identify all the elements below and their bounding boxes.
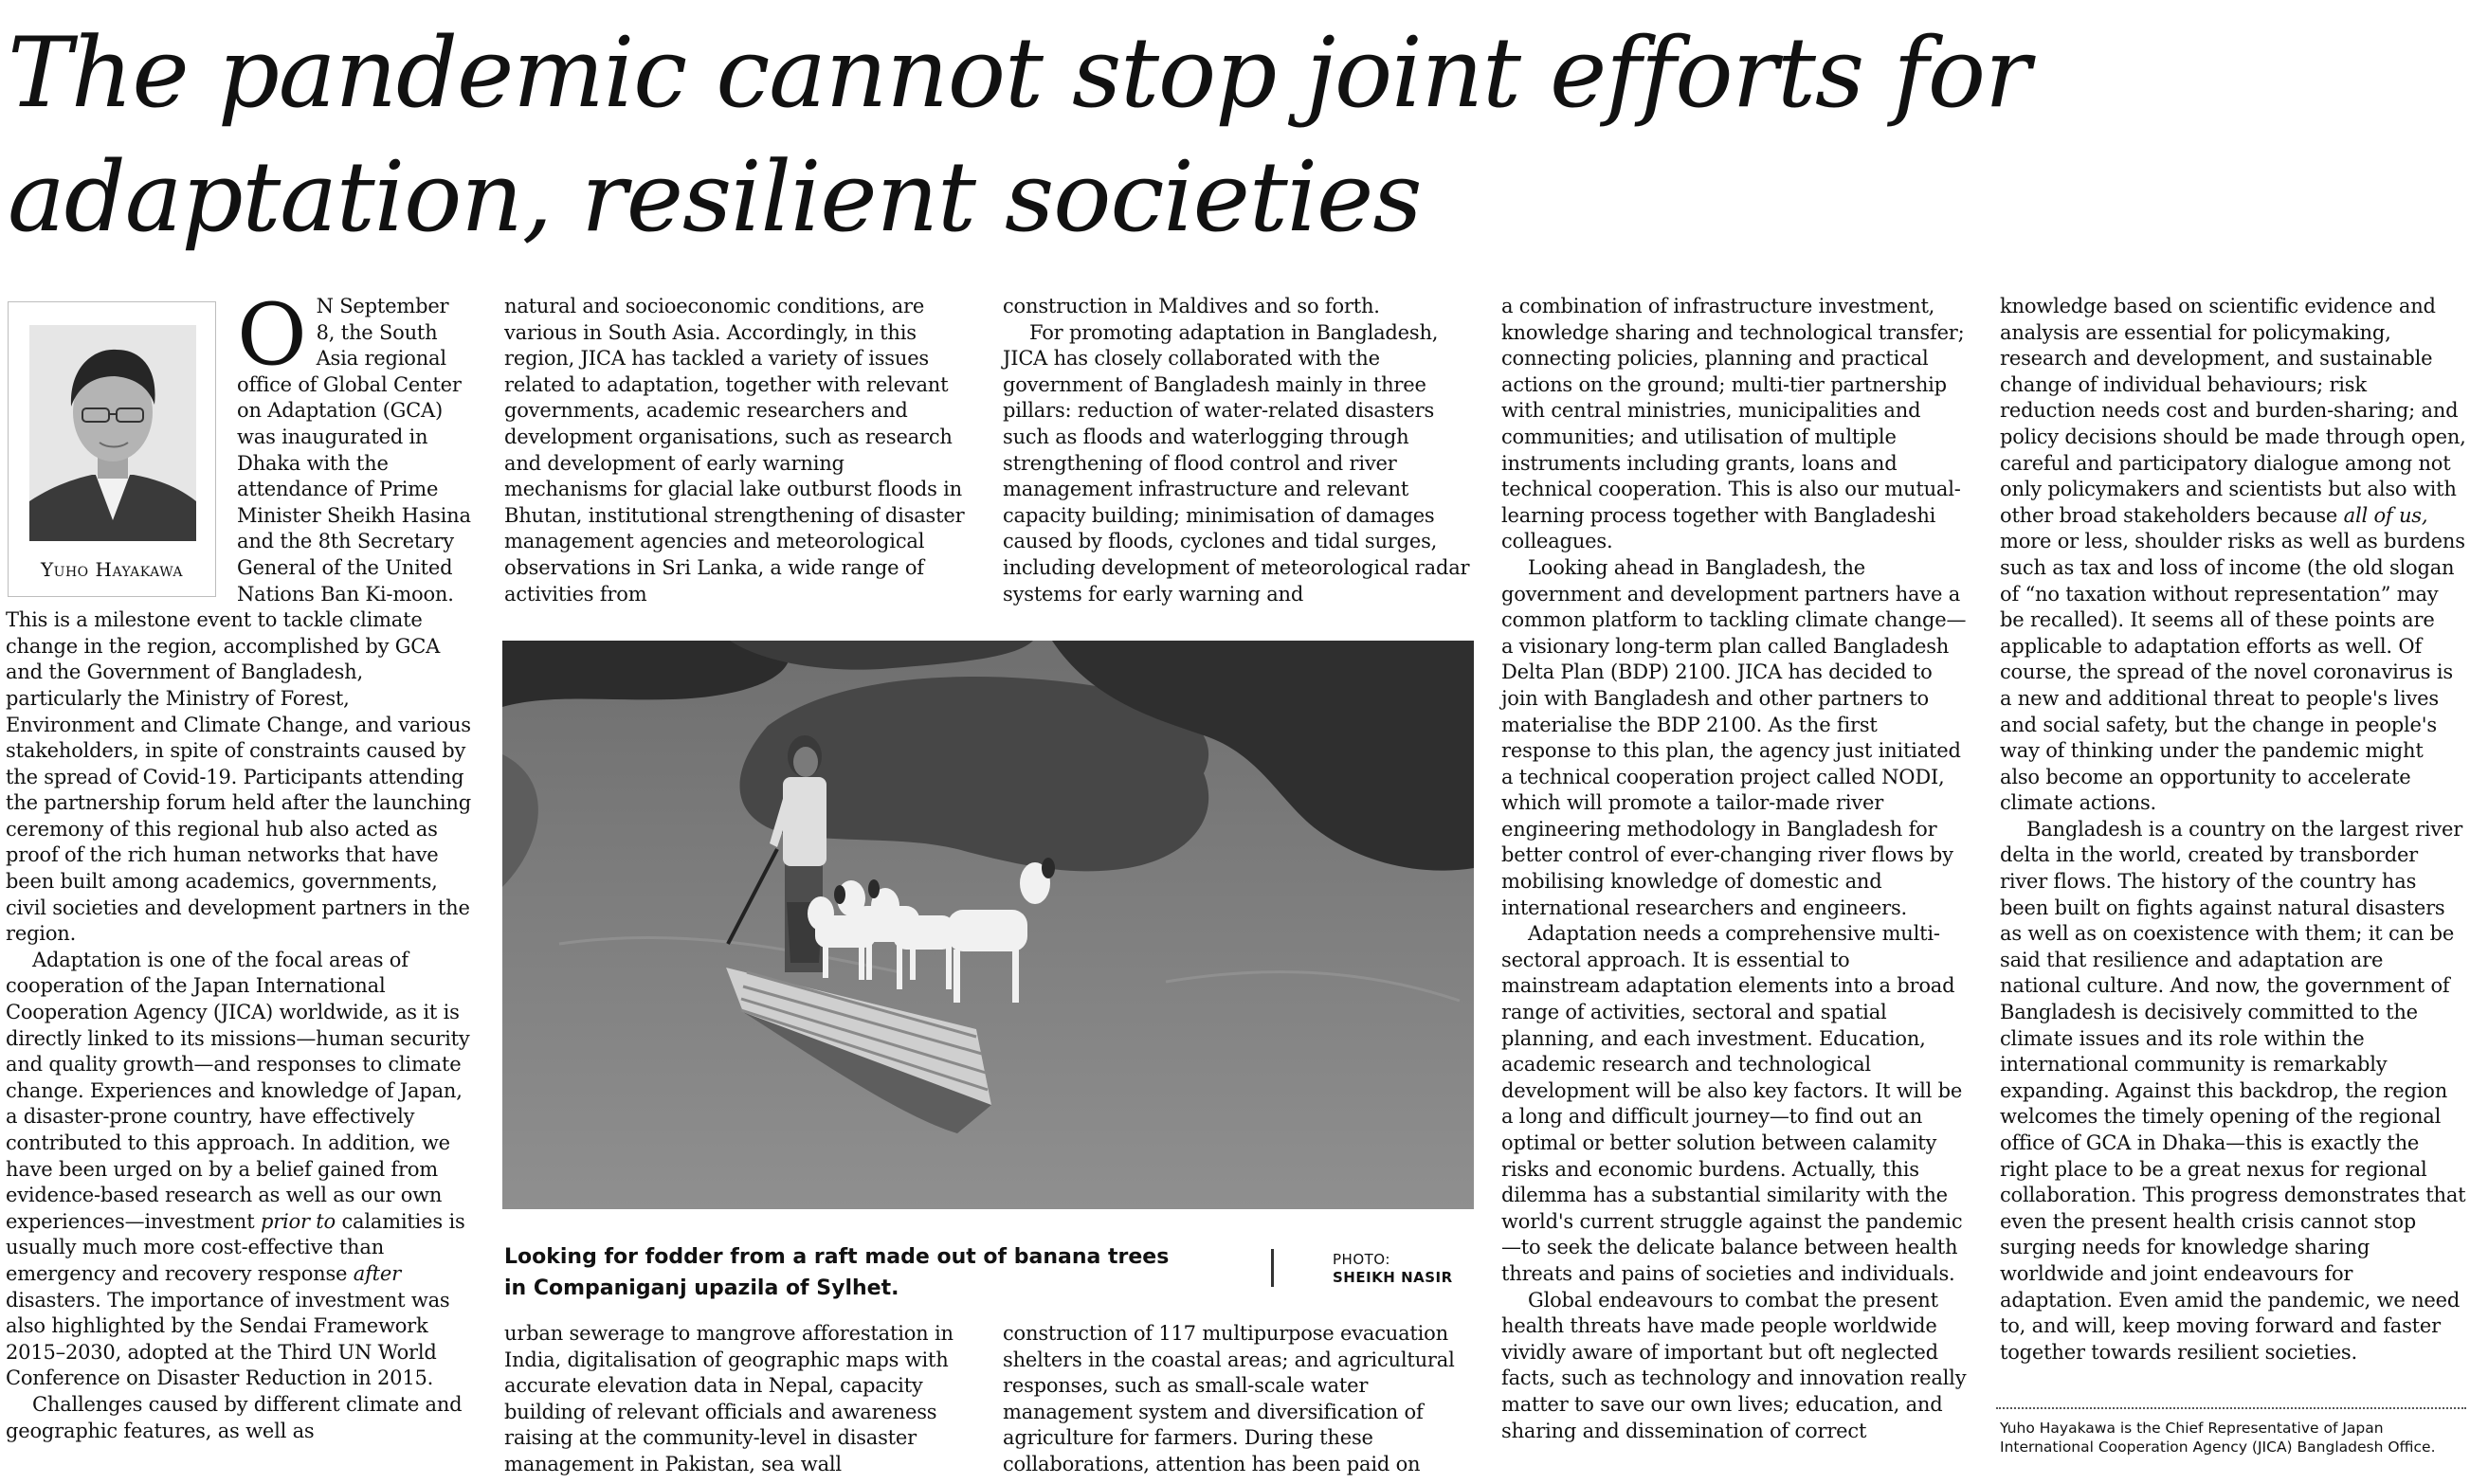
headline-line-2: adaptation, resilient societies [8, 141, 1422, 254]
article-paragraph: a combination of infrastructure investment, knowledge sharing and technological transfer; connecting policies, planning and practical actions on the ground; multi-tier partnership with central ministries, municipalities and communities; and utilisation of multiple instruments including grants, loans and technical cooperation. This is also our mutual-learning process together with Bangladeshi colleagues. [1501, 295, 1965, 553]
author-bio: Yuho Hayakawa is the Chief Representative of Japan International Cooperation Agency (JICA) Bangladesh Office. [2000, 1420, 2436, 1456]
paragraph-text: N September 8, the South Asia regional office of Global Center on Adaptation (GCA) was inaugurated in Dhaka with the attendance of Prime Minister Sheikh Hasina and the 8th Secretary General of the United Nations Ban Ki-moon. This is a milestone event to tackle climate change in the region, accomplished by GCA and the Government of Bangladesh, particularly the Ministry of Forest, Environment and Climate Change, and various stakeholders, in spite of constraints caused by the spread of Covid-19. Participants attending the partnership forum held after the launching ceremony of this regional hub also acted as proof of the rich human networks that have been built among academics, governments, civil societies and development partners in the region. [6, 295, 471, 946]
bio-divider [1996, 1407, 2466, 1409]
photo-caption-line-2: in Companiganj upazila of Sylhet. [504, 1276, 899, 1300]
article-column-2-top [504, 294, 967, 607]
article-column-1 [6, 285, 472, 1444]
article-column-3-bottom [1003, 1321, 1471, 1478]
article-paragraph: Adaptation needs a comprehensive multi-sectoral approach. It is essential to mainstream adaptation elements into a broad range of activities, sectoral and spatial planning, and each investment. Education, academic research and technological development will be also key factors. It will be a long and difficult journey—to find out an optimal or better solution between calamity risks and economic burdens. Actually, this dilemma has a substantial similarity with the world's current struggle against the pandemic—to seek the delicate balance between health threats and pains of societies and individuals. [1501, 922, 1963, 1285]
article-paragraph: construction in Maldives and so forth. [1003, 295, 1380, 317]
article-column-4 [1501, 294, 1971, 1444]
paragraph-text: more or less, shoulder risks as well as burdens such as tax and loss of income (the old slogan of “no taxation without representation” may be recalled). It seems all of these points are applicable to adaptation efforts as well. Of course, the spread of the novel coronavirus is a new and additional threat to people's lives and social safety, but the change in people's way of thinking under the pandemic might also become an opportunity to accelerate climate actions. [2000, 530, 2465, 815]
paragraph-text: Adaptation is one of the focal areas of cooperation of the Japan International Cooperation Agency (JICA) worldwide, as it is directly linked to its missions—human security and quality growth—and responses to climate change. Experiences and knowledge of Japan, a disaster-prone country, have effectively contributed to this approach. In addition, we have been urged on by a belief gained from evidence-based research as well as our own experiences—investment [6, 948, 470, 1233]
article-paragraph: construction of 117 multipurpose evacuation shelters in the coastal areas; and agricultural responses, such as small-scale water management system and diversification of agriculture for farmers. During these collaborations, attention has been paid on [1003, 1322, 1455, 1475]
caption-divider [1271, 1249, 1274, 1287]
article-column-5 [2000, 294, 2466, 1366]
article-paragraph: natural and socioeconomic conditions, are various in South Asia. Accordingly, in this region, JICA has tackled a variety of issues related to adaptation, together with relevant governments, academic researchers and development organisations, such as research and development of early warning mechanisms for glacial lake outburst floods in Bhutan, institutional strengthening of disaster management agencies and meteorological observations in Sri Lanka, a wide range of activities from [504, 295, 965, 606]
photo-caption-line-1: Looking for fodder from a raft made out of banana trees [504, 1245, 1170, 1269]
author-name: Yuho Hayakawa [40, 558, 184, 581]
paragraph-text: disasters. The importance of investment was also highlighted by the Sendai Framework 2015–2030, adopted at the Third UN World Conference on Disaster Reduction in 2015. [6, 1288, 450, 1390]
article-paragraph [2000, 294, 2466, 817]
article-column-3-top [1003, 294, 1471, 607]
headline [8, 11, 2434, 260]
article-photo [502, 641, 1474, 1209]
paragraph-text: calamities is usually much more cost-effective than emergency and recovery response [6, 1209, 465, 1285]
article-paragraph: urban sewerage to mangrove afforestation in India, digitalisation of geographic maps with accurate elevation data in Nepal, capacity building of relevant officials and awareness raising at the community-level in disaster management in Pakistan, sea wall [504, 1322, 953, 1475]
photo-caption [504, 1241, 1244, 1304]
paragraph-text: knowledge based on scientific evidence and analysis are essential for policymaking, research and development, and sustainable change of individual behaviours; risk reduction needs cost and burden-sharing; and policy decisions should be made through open, careful and participatory dialogue among not only policymakers and scientists but also with other broad stakeholders because [2000, 295, 2466, 527]
photo-credit [1333, 1251, 1484, 1287]
headline-line-1: The pandemic cannot stop joint efforts for [8, 17, 2030, 130]
article-column-2-bottom [504, 1321, 967, 1478]
drop-cap: O [237, 285, 307, 385]
article-paragraph: Bangladesh is a country on the largest river delta in the world, created by transborder river flows. The history of the country has been built on fights against natural disasters as well as on coexistence with them; it can be said that resilience and adaptation are national culture. And now, the government of Bangladesh is decisively committed to the climate issues and its role within the international community is remarkably expanding. Against this backdrop, the region welcomes the timely opening of the regional office of GCA in Dhaka—this is exactly the right place to be a great nexus for regional collaboration. This progress demonstrates that even the present health crisis cannot stop surging needs for knowledge sharing worldwide and joint endeavours for adaptation. Even amid the pandemic, we need to, and will, keep moving forward and faster together towards resilient societies. [2000, 817, 2466, 1364]
emphasis-text: after [353, 1261, 401, 1285]
byline-float-spacer [6, 294, 237, 601]
article-paragraph [6, 948, 472, 1392]
emphasis-text: all of us, [2343, 503, 2428, 527]
photo-credit-label: PHOTO: [1333, 1251, 1390, 1268]
article-paragraph: Looking ahead in Bangladesh, the government and development partners have a common platform to tackling climate change—a visionary long-term plan called Bangladesh Delta Plan (BDP) 2100. JICA has decided to join with Bangladesh and other partners to materialise the BDP 2100. As the first response to this plan, the agency just initiated a technical cooperation project called NODI, which will promote a tailor-made river engineering methodology in Bangladesh for better control of ever-changing river flows by mobilising knowledge of domestic and international researchers and engineers. [1501, 555, 1967, 919]
photo-credit-name: SHEIKH NASIR [1333, 1269, 1453, 1286]
article-paragraph: Challenges caused by different climate and geographic features, as well as [6, 1392, 463, 1442]
article-paragraph: For promoting adaptation in Bangladesh, JICA has closely collaborated with the government of Bangladesh mainly in three pillars: reduction of water-related disasters such as floods and waterlogging through strengthening of flood control and river management infrastructure and relevant capacity building; minimisation of damages caused by floods, cyclones and tidal surges, including development of meteorological radar systems for early warning and [1003, 320, 1470, 606]
emphasis-text: prior to [260, 1209, 336, 1233]
article-paragraph: Global endeavours to combat the present health threats have made people worldwide vividly aware of important but oft neglected facts, such as technology and innovation really matter to save our own lives; education, and sharing and dissemination of correct [1501, 1288, 1967, 1442]
